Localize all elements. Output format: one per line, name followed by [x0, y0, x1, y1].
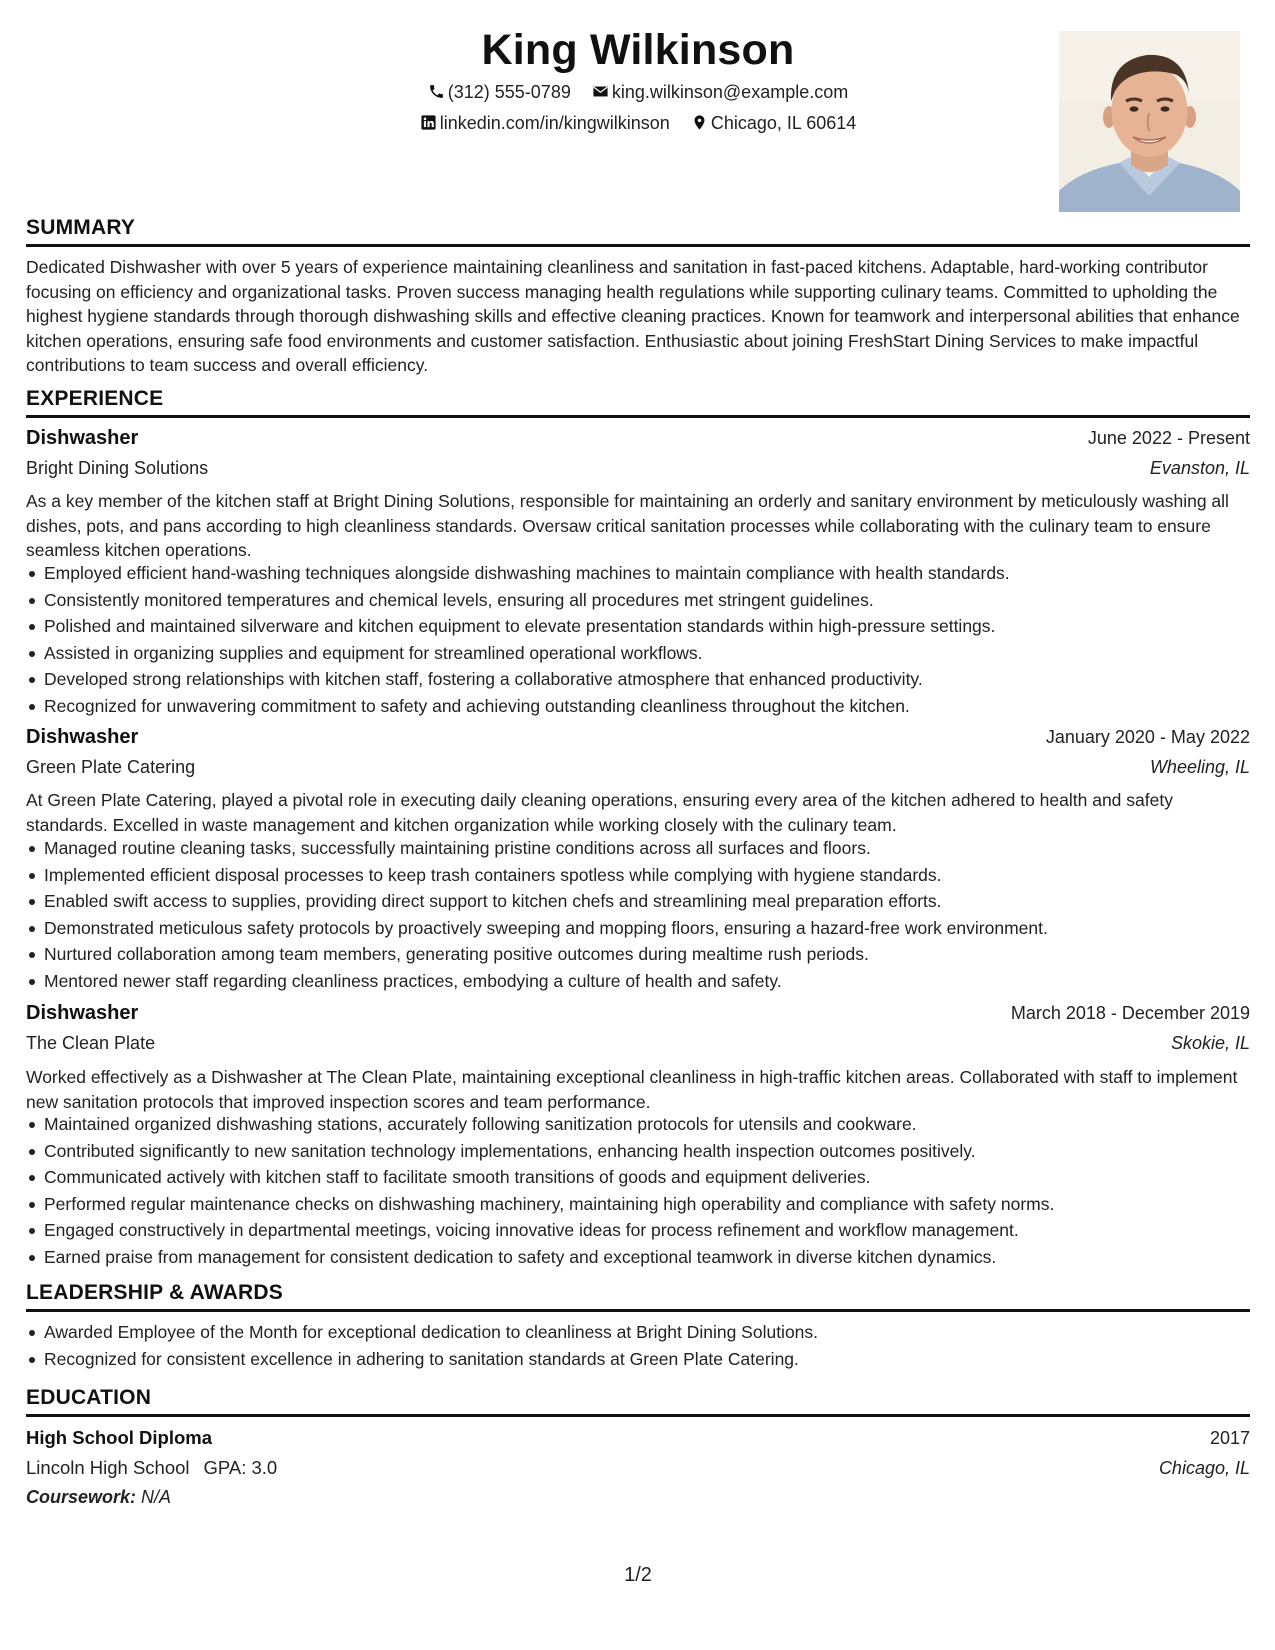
summary-text: Dedicated Dishwasher with over 5 years of experience maintaining cleanliness and sanitation in fast-paced kitchens. Adaptable, hard-working contributor focusing on efficiency and organizational tasks. Proven success managing health regulations while supporting culinary teams. Committed to upholding the highest hygiene standards through thorough dishwashing skills and effective cleaning practices. Known for teamwork and interpersonal abilities that enhance kitchen operations, ensuring safe food environments and customer satisfaction. Enthusiastic about joining FreshStart Dining Services to make impactful contributions to team success and overall efficiency. — [26, 257, 1240, 375]
job-dates: March 2018 - December 2019 — [1010, 1003, 1250, 1023]
education-coursework — [26, 1484, 171, 1510]
list-item: Earned praise from management for consistent dedication to safety and exceptional teamwork in diverse kitchen dynamics. — [44, 1244, 1250, 1271]
education-degree: High School Diploma — [26, 1427, 213, 1448]
linkedin-icon — [420, 114, 437, 131]
page-number: 1/2 — [624, 1564, 652, 1586]
job-title: Dishwasher — [26, 726, 139, 748]
job-title: Dishwasher — [26, 1002, 139, 1024]
list-item: Communicated actively with kitchen staff to facilitate smooth transitions of goods and equipment deliveries. — [44, 1164, 1250, 1191]
linkedin-contact[interactable] — [420, 111, 670, 135]
list-item: Recognized for consistent excellence in adhering to sanitation standards at Green Plate Catering. — [44, 1346, 1250, 1373]
list-item: Demonstrated meticulous safety protocols by proactively sweeping and mopping floors, ensuring a hazard-free work environment. — [44, 915, 1250, 942]
location-text: Chicago, IL 60614 — [710, 113, 857, 133]
job-bullets — [26, 835, 1250, 995]
email-text: king.wilkinson@example.com — [611, 82, 849, 102]
job-title: Dishwasher — [26, 427, 139, 449]
list-item: Awarded Employee of the Month for exceptional dedication to cleanliness at Bright Dining Solutions. — [44, 1319, 1250, 1346]
phone-icon — [428, 83, 445, 100]
list-item: Enabled swift access to supplies, providing direct support to kitchen chefs and streamlining meal preparation efforts. — [44, 888, 1250, 915]
candidate-name: King Wilkinson — [481, 26, 795, 74]
list-item: Assisted in organizing supplies and equipment for streamlined operational workflows. — [44, 640, 1250, 667]
linkedin-text: linkedin.com/in/kingwilkinson — [439, 113, 670, 133]
list-item: Recognized for unwavering commitment to safety and achieving outstanding cleanliness throughout the kitchen. — [44, 693, 1250, 720]
map-pin-icon — [691, 114, 708, 131]
list-item: Maintained organized dishwashing stations, accurately following sanitization protocols for utensils and cookware. — [44, 1111, 1250, 1138]
list-item: Contributed significantly to new sanitation technology implementations, enhancing health inspection outcomes positively. — [44, 1138, 1250, 1165]
job-bullets — [26, 1111, 1250, 1271]
coursework-value: N/A — [141, 1487, 172, 1507]
job-company: The Clean Plate — [26, 1033, 156, 1053]
education-location: Chicago, IL — [1158, 1458, 1250, 1478]
email-contact[interactable] — [592, 80, 848, 104]
job-description: Worked effectively as a Dishwasher at The Clean Plate, maintaining exceptional cleanliness in high-traffic kitchen areas. Collaborated with staff to implement new sanitation protocols that improved inspection scores and team performance. — [26, 1067, 1238, 1112]
education-gpa: GPA: 3.0 — [203, 1457, 278, 1478]
education-school: Lincoln High School — [26, 1457, 190, 1478]
job-description: As a key member of the kitchen staff at Bright Dining Solutions, responsible for maintaining an orderly and sanitary environment by meticulously washing all dishes, pots, and pans according to high cleanliness standards. Oversaw critical sanitation processes while collaborating with the culinary team to ensure seamless kitchen operations. — [26, 491, 1229, 560]
list-item: Performed regular maintenance checks on dishwashing machinery, maintaining high operability and compliance with safety norms. — [44, 1191, 1250, 1218]
phone-text: (312) 555-0789 — [447, 82, 571, 102]
profile-photo — [1059, 31, 1240, 212]
job-company: Green Plate Catering — [26, 757, 196, 777]
job-location: Wheeling, IL — [1149, 757, 1250, 777]
job-description: At Green Plate Catering, played a pivotal role in executing daily cleaning operations, ensuring every area of the kitchen adhered to health and safety standards. Excelled in waste management and kitchen organization while working closely with the culinary team. — [26, 790, 1173, 835]
coursework-label: Coursework: — [26, 1487, 137, 1507]
job-location: Evanston, IL — [1149, 458, 1250, 478]
list-item: Polished and maintained silverware and kitchen equipment to elevate presentation standards within high-pressure settings. — [44, 613, 1250, 640]
phone-contact[interactable] — [428, 80, 571, 104]
envelope-icon — [592, 83, 609, 100]
education-year: 2017 — [1209, 1428, 1250, 1448]
section-title-education: EDUCATION — [26, 1385, 1250, 1417]
list-item: Developed strong relationships with kitchen staff, fostering a collaborative atmosphere that enhanced productivity. — [44, 666, 1250, 693]
job-bullets — [26, 560, 1250, 720]
resume-page — [26, 0, 1250, 1650]
section-title-awards: LEADERSHIP & AWARDS — [26, 1280, 1250, 1312]
list-item: Implemented efficient disposal processes to keep trash containers spotless while complying with hygiene standards. — [44, 862, 1250, 889]
list-item: Consistently monitored temperatures and chemical levels, ensuring all procedures met stringent guidelines. — [44, 587, 1250, 614]
section-title-experience: EXPERIENCE — [26, 386, 1250, 418]
list-item: Engaged constructively in departmental meetings, voicing innovative ideas for process refinement and workflow management. — [44, 1217, 1250, 1244]
list-item: Nurtured collaboration among team members, generating positive outcomes during mealtime rush periods. — [44, 941, 1250, 968]
education-school-line — [26, 1455, 277, 1481]
section-title-summary: SUMMARY — [26, 215, 1250, 247]
job-company: Bright Dining Solutions — [26, 458, 209, 478]
location-contact — [691, 111, 856, 135]
job-dates: June 2022 - Present — [1087, 428, 1250, 448]
list-item: Employed efficient hand-washing techniques alongside dishwashing machines to maintain compliance with health standards. — [44, 560, 1250, 587]
job-location: Skokie, IL — [1170, 1033, 1250, 1053]
list-item: Mentored newer staff regarding cleanliness practices, embodying a culture of health and safety. — [44, 968, 1250, 995]
awards-list — [26, 1319, 1250, 1372]
job-dates: January 2020 - May 2022 — [1045, 727, 1250, 747]
list-item: Managed routine cleaning tasks, successfully maintaining pristine conditions across all surfaces and floors. — [44, 835, 1250, 862]
